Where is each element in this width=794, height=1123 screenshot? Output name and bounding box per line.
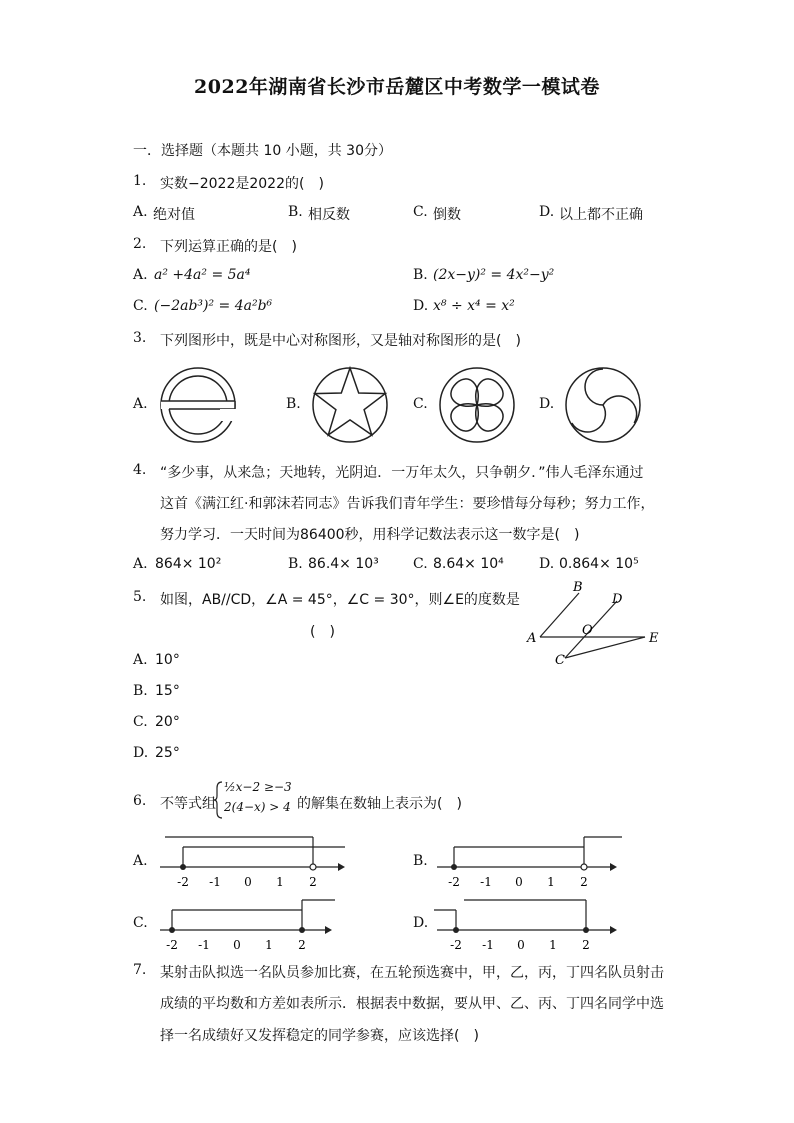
q3-label-a: A. xyxy=(133,396,148,412)
section-header: 一．选择题（本题共 10 小题，共 30分） xyxy=(133,143,392,159)
label-a: A xyxy=(527,631,537,646)
q5-stem: 如图，AB//CD，∠A = 45°，∠C = 30°，则∠E的度数是 xyxy=(160,592,520,608)
q5-option-d: 25° xyxy=(155,745,180,761)
q1-option-b: 相反数 xyxy=(308,207,350,223)
figure-four-petals xyxy=(437,365,517,445)
q6-inequality-2: 2(4−x) > 4 xyxy=(224,800,291,814)
tick-b-0: 0 xyxy=(515,875,523,889)
q4-option-b: 86.4× 10³ xyxy=(308,556,379,572)
q1-option-a-label: A. xyxy=(133,204,148,220)
tick-a-2: 2 xyxy=(309,875,317,889)
tick-a-neg2: -2 xyxy=(177,875,189,889)
q6-label-d: D. xyxy=(413,915,429,931)
tick-d-0: 0 xyxy=(517,938,525,952)
label-e: E xyxy=(649,631,659,646)
q2-option-d-label: D. xyxy=(413,298,429,314)
q3-number: 3. xyxy=(133,330,147,346)
q5-option-c: 20° xyxy=(155,714,180,730)
q6-label-a: A. xyxy=(133,853,148,869)
label-o: O xyxy=(582,623,593,638)
q3-label-b: B. xyxy=(286,396,301,412)
q2-option-a-label: A. xyxy=(133,267,148,283)
number-line-c xyxy=(155,895,345,955)
q2-option-c: (−2ab³)² = 4a²b⁶ xyxy=(154,298,273,314)
q7-line-3: 择一名成绩好又发挥稳定的同学参赛，应该选择( ) xyxy=(160,1028,479,1044)
tick-b-1: 1 xyxy=(547,875,555,889)
q4-line-1: “多少事，从来急；天地转，光阴迫．一万年太久，只争朝夕．”伟人毛泽东通过 xyxy=(160,465,644,481)
label-b: B xyxy=(573,580,583,595)
tick-c-2: 2 xyxy=(298,938,306,952)
tick-d-neg2: -2 xyxy=(450,938,462,952)
q1-number: 1. xyxy=(133,173,147,189)
q2-option-b-label: B. xyxy=(413,267,428,283)
system-brace-icon xyxy=(214,780,224,820)
q4-option-a: 864× 10² xyxy=(155,556,222,572)
q1-stem: 实数−2022是2022的( ) xyxy=(160,176,324,192)
tick-b-2: 2 xyxy=(580,875,588,889)
figure-three-swirls xyxy=(563,365,643,445)
tick-c-0: 0 xyxy=(233,938,241,952)
q6-stem-suffix: 的解集在数轴上表示为( ) xyxy=(297,796,462,812)
tick-d-1: 1 xyxy=(549,938,557,952)
q2-option-a: a² +4a² = 5a⁴ xyxy=(154,267,251,283)
q7-line-1: 某射击队拟选一名队员参加比赛，在五轮预选赛中，甲，乙，丙，丁四名队员射击 xyxy=(160,965,664,981)
q4-line-2: 这首《满江红·和郭沫若同志》告诉我们青年学生：要珍惜每分每秒；努力工作， xyxy=(160,496,655,512)
q5-option-b: 15° xyxy=(155,683,180,699)
line-ce xyxy=(565,637,645,658)
tick-c-neg2: -2 xyxy=(166,938,178,952)
q2-stem: 下列运算正确的是( ) xyxy=(160,239,297,255)
q5-option-a: 10° xyxy=(155,652,180,668)
q2-option-d: x⁸ ÷ x⁴ = x² xyxy=(433,298,515,314)
number-line-b xyxy=(432,832,627,892)
tick-d-neg1: -1 xyxy=(482,938,494,952)
q2-option-c-label: C. xyxy=(133,298,148,314)
q1-option-c-label: C. xyxy=(413,204,428,220)
q4-option-d-label: D. xyxy=(539,556,555,572)
q4-option-c: 8.64× 10⁴ xyxy=(433,556,504,572)
q3-stem: 下列图形中，既是中心对称图形，又是轴对称图形的是( ) xyxy=(160,333,521,349)
q5-figure-parallel-lines xyxy=(522,578,672,670)
number-line-a xyxy=(155,832,345,892)
q1-option-a: 绝对值 xyxy=(153,207,195,223)
tick-a-0: 0 xyxy=(244,875,252,889)
label-c: C xyxy=(555,653,565,668)
tick-b-neg2: -2 xyxy=(448,875,460,889)
q4-line-3: 努力学习．一天时间为86400秒，用科学记数法表示这一数字是( ) xyxy=(160,527,580,543)
q6-label-b: B. xyxy=(413,853,428,869)
tick-c-1: 1 xyxy=(265,938,273,952)
tick-a-neg1: -1 xyxy=(209,875,221,889)
figure-star-in-circle xyxy=(310,365,390,445)
q1-option-d: 以上都不正确 xyxy=(559,207,643,223)
q5-option-a-label: A. xyxy=(133,652,148,668)
q3-label-d: D. xyxy=(539,396,555,412)
tick-d-2: 2 xyxy=(582,938,590,952)
q2-option-b: (2x−y)² = 4x²−y² xyxy=(433,267,555,283)
tick-b-neg1: -1 xyxy=(480,875,492,889)
q7-line-2: 成绩的平均数和方差如表所示．根据表中数据，要从甲、乙、丙、丁四名同学中选 xyxy=(160,996,664,1012)
q5-option-b-label: B. xyxy=(133,683,148,699)
q5-option-c-label: C. xyxy=(133,714,148,730)
q2-number: 2. xyxy=(133,236,147,252)
q6-stem-prefix: 不等式组 xyxy=(160,796,216,812)
q1-option-c: 倒数 xyxy=(433,207,461,223)
q6-inequality-1: ½x−2 ≥−3 xyxy=(224,780,292,794)
q4-option-b-label: B. xyxy=(288,556,303,572)
q5-number: 5. xyxy=(133,589,147,605)
line-ab xyxy=(540,593,579,637)
label-d: D xyxy=(612,592,623,607)
q4-number: 4. xyxy=(133,462,147,478)
figure-letter-e xyxy=(158,365,238,445)
q7-number: 7. xyxy=(133,962,147,978)
q1-option-b-label: B. xyxy=(288,204,303,220)
q4-option-a-label: A. xyxy=(133,556,148,572)
tick-c-neg1: -1 xyxy=(198,938,210,952)
number-line-d xyxy=(432,895,627,955)
q5-answer-blank: ( ) xyxy=(310,624,335,640)
q1-option-d-label: D. xyxy=(539,204,555,220)
q6-label-c: C. xyxy=(133,915,148,931)
q4-option-d: 0.864× 10⁵ xyxy=(559,556,639,572)
q6-number: 6. xyxy=(133,793,147,809)
tick-a-1: 1 xyxy=(276,875,284,889)
q3-label-c: C. xyxy=(413,396,428,412)
page-title: 2022年湖南省长沙市岳麓区中考数学一模试卷 xyxy=(194,76,600,98)
q4-option-c-label: C. xyxy=(413,556,428,572)
q5-option-d-label: D. xyxy=(133,745,149,761)
